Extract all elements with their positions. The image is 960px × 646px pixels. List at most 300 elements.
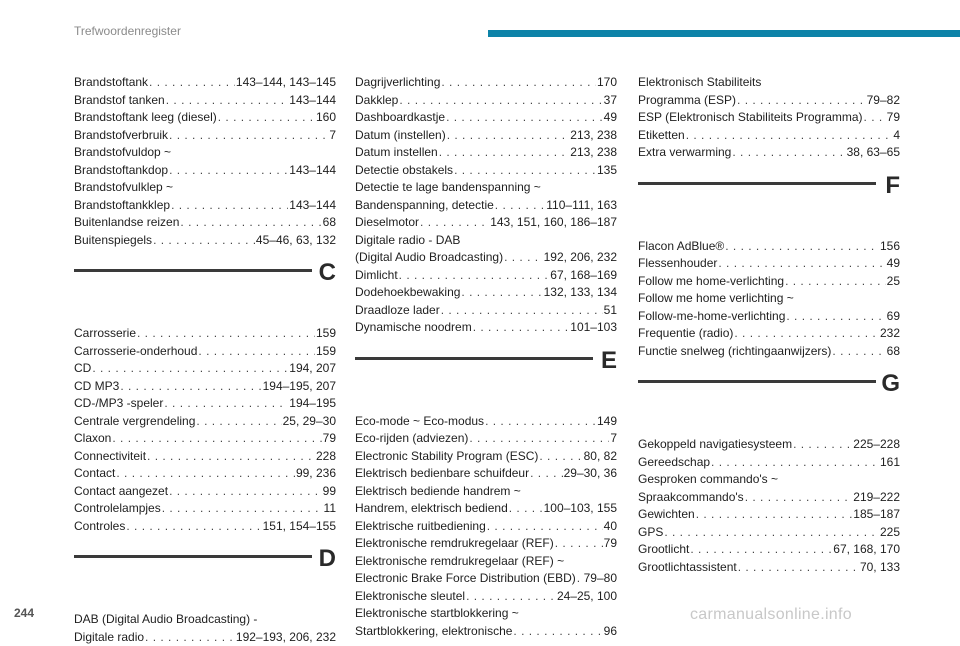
entry-term: Follow-me-home-verlichting bbox=[638, 308, 785, 326]
dot-leader bbox=[171, 197, 288, 215]
entry-term: Dynamische noodrem bbox=[355, 319, 472, 337]
entry-term: Detectie obstakels bbox=[355, 162, 453, 180]
entry-term: Claxon bbox=[74, 430, 111, 448]
entry-term: Follow me home verlichting ~ bbox=[638, 290, 794, 308]
entry-term: Brandstofverbruik bbox=[74, 127, 168, 145]
index-entry bbox=[638, 541, 900, 559]
index-entry bbox=[355, 144, 617, 162]
index-entry bbox=[74, 378, 336, 396]
index-entry bbox=[74, 500, 336, 518]
entry-term: Centrale vergrendeling bbox=[74, 413, 195, 431]
index-entry-line bbox=[638, 471, 900, 489]
entry-page-refs: 70, 133 bbox=[860, 559, 900, 577]
index-entry bbox=[355, 74, 617, 92]
index-entry bbox=[74, 518, 336, 536]
index-entry-line bbox=[355, 553, 617, 571]
index-entry-line bbox=[638, 109, 900, 127]
index-entry-line bbox=[74, 144, 336, 162]
index-entry-line bbox=[74, 127, 336, 145]
dot-leader bbox=[696, 506, 853, 524]
entry-page-refs: 160 bbox=[316, 109, 336, 127]
index-entry-line bbox=[74, 360, 336, 378]
entry-term: Flessenhouder bbox=[638, 255, 717, 273]
dot-leader bbox=[737, 92, 866, 110]
index-entry bbox=[638, 343, 900, 361]
entry-page-refs: 194–195 bbox=[289, 395, 336, 413]
index-entry-line bbox=[355, 74, 617, 92]
section-divider-e bbox=[355, 337, 617, 413]
section-letter: D bbox=[319, 545, 336, 573]
entry-page-refs: 51 bbox=[604, 302, 617, 320]
entry-term: Carrosserie-onderhoud bbox=[74, 343, 197, 361]
dot-leader bbox=[166, 92, 289, 110]
dot-leader bbox=[162, 500, 323, 518]
index-column-2 bbox=[355, 74, 617, 640]
index-entry-line bbox=[638, 489, 900, 507]
index-entry-line bbox=[355, 249, 617, 267]
entry-page-refs: 69 bbox=[887, 308, 900, 326]
index-entry-line bbox=[355, 465, 617, 483]
entry-term: Startblokkering, elektronische bbox=[355, 623, 512, 641]
dot-leader bbox=[454, 162, 596, 180]
entry-term: ESP (Elektronisch Stabiliteits Programma) bbox=[638, 109, 863, 127]
entry-page-refs: 11 bbox=[324, 500, 336, 518]
dot-leader bbox=[513, 623, 602, 641]
entry-term: Gesproken commando's ~ bbox=[638, 471, 778, 489]
dot-leader bbox=[447, 127, 570, 145]
entry-term: Dimlicht bbox=[355, 267, 398, 285]
index-entry-line bbox=[355, 144, 617, 162]
index-entry bbox=[355, 535, 617, 553]
entry-term: DAB (Digital Audio Broadcasting) - bbox=[74, 611, 257, 629]
section-rule bbox=[74, 555, 312, 558]
entry-page-refs: 156 bbox=[880, 238, 900, 256]
index-entry-line bbox=[355, 413, 617, 431]
entry-term: Functie snelweg (richtingaanwijzers) bbox=[638, 343, 831, 361]
watermark: carmanualsonline.info bbox=[690, 606, 852, 624]
entry-term: Brandstofvulklep ~ bbox=[74, 179, 173, 197]
index-entry-line bbox=[638, 343, 900, 361]
entry-term: Handrem, elektrisch bediend bbox=[355, 500, 508, 518]
entry-term: Eco-mode ~ Eco-modus bbox=[355, 413, 484, 431]
index-entry-line bbox=[74, 518, 336, 536]
entry-page-refs: 228 bbox=[316, 448, 336, 466]
entry-page-refs: 79–82 bbox=[867, 92, 900, 110]
dot-leader bbox=[420, 214, 489, 232]
dot-leader bbox=[112, 430, 321, 448]
index-entry-line bbox=[638, 255, 900, 273]
index-entry-line bbox=[638, 127, 900, 145]
entry-term: Buitenlandse reizen bbox=[74, 214, 179, 232]
entry-term: Contact aangezet bbox=[74, 483, 168, 501]
index-entry bbox=[355, 127, 617, 145]
index-group-d-start bbox=[74, 611, 336, 646]
entry-term: Digitale radio - DAB bbox=[355, 232, 460, 250]
index-entry bbox=[355, 179, 617, 214]
section-divider-d bbox=[74, 535, 336, 611]
dot-leader bbox=[446, 109, 603, 127]
entry-page-refs: 232 bbox=[880, 325, 900, 343]
index-group-c bbox=[74, 325, 336, 535]
entry-term: Brandstoftank bbox=[74, 74, 148, 92]
page-number: 244 bbox=[14, 606, 34, 620]
index-entry bbox=[355, 319, 617, 337]
index-entry-line bbox=[638, 144, 900, 162]
entry-page-refs: 7 bbox=[329, 127, 336, 145]
index-entry-line bbox=[638, 325, 900, 343]
dot-leader bbox=[466, 588, 556, 606]
index-entry bbox=[638, 325, 900, 343]
entry-page-refs: 219–222 bbox=[853, 489, 900, 507]
index-entry-line bbox=[74, 629, 336, 646]
section-letter: G bbox=[881, 370, 900, 398]
index-entry-line bbox=[74, 395, 336, 413]
dot-leader bbox=[530, 465, 563, 483]
index-entry-line bbox=[74, 325, 336, 343]
entry-page-refs: 68 bbox=[887, 343, 900, 361]
index-entry bbox=[74, 360, 336, 378]
dot-leader bbox=[718, 255, 885, 273]
dot-leader bbox=[461, 284, 542, 302]
index-entry bbox=[74, 144, 336, 179]
index-entry-line bbox=[74, 343, 336, 361]
index-entry-line bbox=[355, 127, 617, 145]
index-entry-line bbox=[74, 465, 336, 483]
entry-term: Elektronische remdrukregelaar (REF) bbox=[355, 535, 554, 553]
entry-term: Elektrisch bedienbare schuifdeur bbox=[355, 465, 529, 483]
entry-page-refs: 40 bbox=[604, 518, 617, 536]
entry-page-refs: 37 bbox=[604, 92, 617, 110]
entry-term: Dodehoekbewaking bbox=[355, 284, 460, 302]
index-entry bbox=[74, 232, 336, 250]
index-entry-line bbox=[355, 197, 617, 215]
index-entry bbox=[355, 302, 617, 320]
entry-page-refs: 159 bbox=[316, 325, 336, 343]
dot-leader bbox=[169, 127, 328, 145]
entry-term: Brandstof tanken bbox=[74, 92, 165, 110]
entry-page-refs: 96 bbox=[604, 623, 617, 641]
index-entry bbox=[638, 273, 900, 291]
entry-page-refs: 79 bbox=[323, 430, 336, 448]
entry-page-refs: 159 bbox=[316, 343, 336, 361]
entry-page-refs: 149 bbox=[597, 413, 617, 431]
index-column-1 bbox=[74, 74, 336, 646]
section-rule bbox=[638, 380, 876, 383]
index-entry bbox=[74, 109, 336, 127]
index-group-b bbox=[74, 74, 336, 249]
section-divider-f bbox=[638, 162, 900, 238]
entry-term: Elektronische sleutel bbox=[355, 588, 465, 606]
index-entry-line bbox=[355, 302, 617, 320]
entry-term: Dakklep bbox=[355, 92, 398, 110]
entry-page-refs: 213, 238 bbox=[570, 144, 617, 162]
index-entry bbox=[355, 518, 617, 536]
entry-page-refs: 225 bbox=[880, 524, 900, 542]
entry-term: Carrosserie bbox=[74, 325, 136, 343]
entry-page-refs: 7 bbox=[610, 430, 617, 448]
dot-leader bbox=[832, 343, 885, 361]
index-entry-line bbox=[638, 559, 900, 577]
index-entry-line bbox=[638, 273, 900, 291]
dot-leader bbox=[664, 524, 879, 542]
entry-term: Controlelampjes bbox=[74, 500, 161, 518]
dot-leader bbox=[734, 325, 879, 343]
dot-leader bbox=[495, 197, 545, 215]
dot-leader bbox=[164, 395, 288, 413]
dot-leader bbox=[116, 465, 295, 483]
index-entry-line bbox=[355, 232, 617, 250]
entry-page-refs: 67, 168, 170 bbox=[833, 541, 900, 559]
index-entry-line bbox=[638, 436, 900, 454]
dot-leader bbox=[169, 483, 322, 501]
index-group-f bbox=[638, 238, 900, 361]
index-entry-line bbox=[355, 448, 617, 466]
dot-leader bbox=[147, 448, 315, 466]
entry-page-refs: 79 bbox=[604, 535, 617, 553]
dot-leader bbox=[785, 273, 886, 291]
entry-page-refs: 213, 238 bbox=[570, 127, 617, 145]
entry-term: Extra verwarming bbox=[638, 144, 731, 162]
index-group-g bbox=[638, 436, 900, 576]
entry-page-refs: 185–187 bbox=[853, 506, 900, 524]
index-entry-line bbox=[355, 214, 617, 232]
index-entry-line bbox=[74, 197, 336, 215]
dot-leader bbox=[469, 430, 609, 448]
entry-page-refs: 151, 154–155 bbox=[263, 518, 336, 536]
entry-term: GPS bbox=[638, 524, 663, 542]
entry-page-refs: 143–144 bbox=[289, 197, 336, 215]
index-entry-line bbox=[638, 308, 900, 326]
entry-page-refs: 24–25, 100 bbox=[557, 588, 617, 606]
entry-page-refs: 100–103, 155 bbox=[544, 500, 617, 518]
entry-term: CD bbox=[74, 360, 91, 378]
entry-page-refs: 49 bbox=[604, 109, 617, 127]
entry-term: Controles bbox=[74, 518, 125, 536]
index-entry-line bbox=[355, 518, 617, 536]
index-entry bbox=[74, 343, 336, 361]
entry-term: Elektrische ruitbediening bbox=[355, 518, 486, 536]
index-entry bbox=[355, 162, 617, 180]
section-divider-c bbox=[74, 249, 336, 325]
index-entry-line bbox=[355, 535, 617, 553]
entry-page-refs: 143–144 bbox=[289, 92, 336, 110]
entry-term: Bandenspanning, detectie bbox=[355, 197, 494, 215]
dot-leader bbox=[218, 109, 315, 127]
index-entry bbox=[638, 127, 900, 145]
entry-term: Spraakcommando's bbox=[638, 489, 744, 507]
dot-leader bbox=[711, 454, 879, 472]
index-entry-line bbox=[355, 588, 617, 606]
index-entry bbox=[74, 448, 336, 466]
entry-term: Brandstoftankklep bbox=[74, 197, 170, 215]
index-entry bbox=[74, 74, 336, 92]
index-entry-line bbox=[638, 506, 900, 524]
index-entry bbox=[74, 611, 336, 646]
entry-page-refs: 110–111, 163 bbox=[546, 197, 617, 215]
header-accent-bar bbox=[488, 30, 960, 37]
dot-leader bbox=[686, 127, 893, 145]
entry-term: Gereedschap bbox=[638, 454, 710, 472]
entry-term: Brandstoftank leeg (diesel) bbox=[74, 109, 217, 127]
entry-page-refs: 99, 236 bbox=[296, 465, 336, 483]
index-entry bbox=[74, 413, 336, 431]
dot-leader bbox=[539, 448, 582, 466]
section-letter: C bbox=[319, 259, 336, 287]
index-entry-line bbox=[74, 483, 336, 501]
entry-page-refs: 192, 206, 232 bbox=[544, 249, 617, 267]
index-entry-line bbox=[638, 524, 900, 542]
index-entry bbox=[74, 325, 336, 343]
entry-page-refs: 143, 151, 160, 186–187 bbox=[490, 214, 617, 232]
entry-page-refs: 29–30, 36 bbox=[564, 465, 617, 483]
entry-page-refs: 4 bbox=[893, 127, 900, 145]
entry-page-refs: 67, 168–169 bbox=[550, 267, 617, 285]
index-entry-line bbox=[74, 413, 336, 431]
entry-term: Brandstofvuldop ~ bbox=[74, 144, 171, 162]
dot-leader bbox=[793, 436, 852, 454]
index-group-e bbox=[355, 413, 617, 641]
index-entry bbox=[74, 92, 336, 110]
entry-term: CD MP3 bbox=[74, 378, 119, 396]
dot-leader bbox=[153, 232, 255, 250]
index-entry bbox=[74, 430, 336, 448]
section-rule bbox=[355, 357, 593, 360]
index-entry-line bbox=[74, 92, 336, 110]
dot-leader bbox=[485, 413, 596, 431]
index-entry bbox=[355, 430, 617, 448]
entry-term: Dieselmotor bbox=[355, 214, 419, 232]
index-entry bbox=[355, 267, 617, 285]
dot-leader bbox=[149, 74, 235, 92]
index-entry-line bbox=[355, 92, 617, 110]
index-entry bbox=[355, 465, 617, 483]
entry-page-refs: 25 bbox=[887, 273, 900, 291]
dot-leader bbox=[725, 238, 879, 256]
entry-term: Electronic Stability Program (ESC) bbox=[355, 448, 538, 466]
dot-leader bbox=[786, 308, 885, 326]
entry-page-refs: 161 bbox=[880, 454, 900, 472]
dot-leader bbox=[504, 249, 543, 267]
page-header-title: Trefwoordenregister bbox=[74, 24, 181, 38]
index-entry-line bbox=[638, 454, 900, 472]
entry-term: Draadloze lader bbox=[355, 302, 440, 320]
entry-term: Buitenspiegels bbox=[74, 232, 152, 250]
entry-term: Datum (instellen) bbox=[355, 127, 446, 145]
entry-page-refs: 143–144, 143–145 bbox=[236, 74, 336, 92]
index-entry bbox=[74, 465, 336, 483]
entry-page-refs: 101–103 bbox=[570, 319, 617, 337]
index-entry-line bbox=[638, 238, 900, 256]
dot-leader bbox=[399, 267, 550, 285]
index-entry bbox=[355, 214, 617, 232]
entry-term: Grootlicht bbox=[638, 541, 689, 559]
dot-leader bbox=[120, 378, 261, 396]
entry-page-refs: 79–80 bbox=[584, 570, 617, 588]
index-entry-line bbox=[355, 179, 617, 197]
index-entry bbox=[638, 559, 900, 577]
entry-page-refs: 49 bbox=[887, 255, 900, 273]
index-entry-line bbox=[355, 267, 617, 285]
index-entry-line bbox=[74, 611, 336, 629]
index-entry-line bbox=[74, 448, 336, 466]
entry-term: Gekoppeld navigatiesysteem bbox=[638, 436, 792, 454]
index-entry bbox=[638, 144, 900, 162]
index-entry-line bbox=[74, 232, 336, 250]
index-entry-line bbox=[355, 500, 617, 518]
index-entry bbox=[74, 127, 336, 145]
index-entry bbox=[74, 395, 336, 413]
dot-leader bbox=[145, 629, 235, 646]
index-entry-line bbox=[355, 605, 617, 623]
index-entry bbox=[355, 483, 617, 518]
entry-term: Eco-rijden (adviezen) bbox=[355, 430, 468, 448]
index-entry bbox=[355, 109, 617, 127]
entry-term: Brandstoftankdop bbox=[74, 162, 168, 180]
index-entry bbox=[638, 255, 900, 273]
index-entry bbox=[355, 588, 617, 606]
index-entry bbox=[638, 524, 900, 542]
index-entry bbox=[355, 605, 617, 640]
index-group-e-cont bbox=[638, 74, 900, 162]
entry-page-refs: 38, 63–65 bbox=[847, 144, 900, 162]
index-entry bbox=[638, 238, 900, 256]
entry-page-refs: 45–46, 63, 132 bbox=[256, 232, 336, 250]
index-entry-line bbox=[638, 290, 900, 308]
index-entry-line bbox=[355, 570, 617, 588]
dot-leader bbox=[690, 541, 832, 559]
index-entry bbox=[74, 483, 336, 501]
index-entry bbox=[355, 232, 617, 267]
entry-term: Elektronische startblokkering ~ bbox=[355, 605, 519, 623]
entry-term: Datum instellen bbox=[355, 144, 438, 162]
index-entry bbox=[638, 506, 900, 524]
entry-term: Follow me home-verlichting bbox=[638, 273, 784, 291]
entry-term: Dashboardkastje bbox=[355, 109, 445, 127]
entry-term: Gewichten bbox=[638, 506, 695, 524]
entry-term: Dagrijverlichting bbox=[355, 74, 440, 92]
index-entry-line bbox=[355, 483, 617, 501]
dot-leader bbox=[738, 559, 859, 577]
entry-term: Frequentie (radio) bbox=[638, 325, 733, 343]
dot-leader bbox=[196, 413, 281, 431]
entry-page-refs: 68 bbox=[323, 214, 336, 232]
entry-term: Digitale radio bbox=[74, 629, 144, 646]
entry-page-refs: 79 bbox=[887, 109, 900, 127]
index-entry-line bbox=[74, 214, 336, 232]
entry-term: Elektronische remdrukregelaar (REF) ~ bbox=[355, 553, 564, 571]
dot-leader bbox=[439, 144, 570, 162]
index-entry-line bbox=[355, 623, 617, 641]
section-rule bbox=[638, 182, 876, 185]
index-entry bbox=[638, 454, 900, 472]
section-rule bbox=[74, 269, 312, 272]
dot-leader bbox=[509, 500, 543, 518]
entry-term: Electronic Brake Force Distribution (EBD) bbox=[355, 570, 576, 588]
entry-page-refs: 194–195, 207 bbox=[263, 378, 336, 396]
entry-page-refs: 194, 207 bbox=[289, 360, 336, 378]
entry-page-refs: 80, 82 bbox=[584, 448, 617, 466]
index-entry-line bbox=[74, 109, 336, 127]
index-column-3 bbox=[638, 74, 900, 576]
index-entry-line bbox=[74, 430, 336, 448]
dot-leader bbox=[180, 214, 321, 232]
dot-leader bbox=[745, 489, 853, 507]
section-divider-g bbox=[638, 360, 900, 436]
index-entry bbox=[638, 74, 900, 109]
index-entry-line bbox=[355, 162, 617, 180]
entry-term: CD-/MP3 -speler bbox=[74, 395, 163, 413]
index-entry bbox=[355, 413, 617, 431]
